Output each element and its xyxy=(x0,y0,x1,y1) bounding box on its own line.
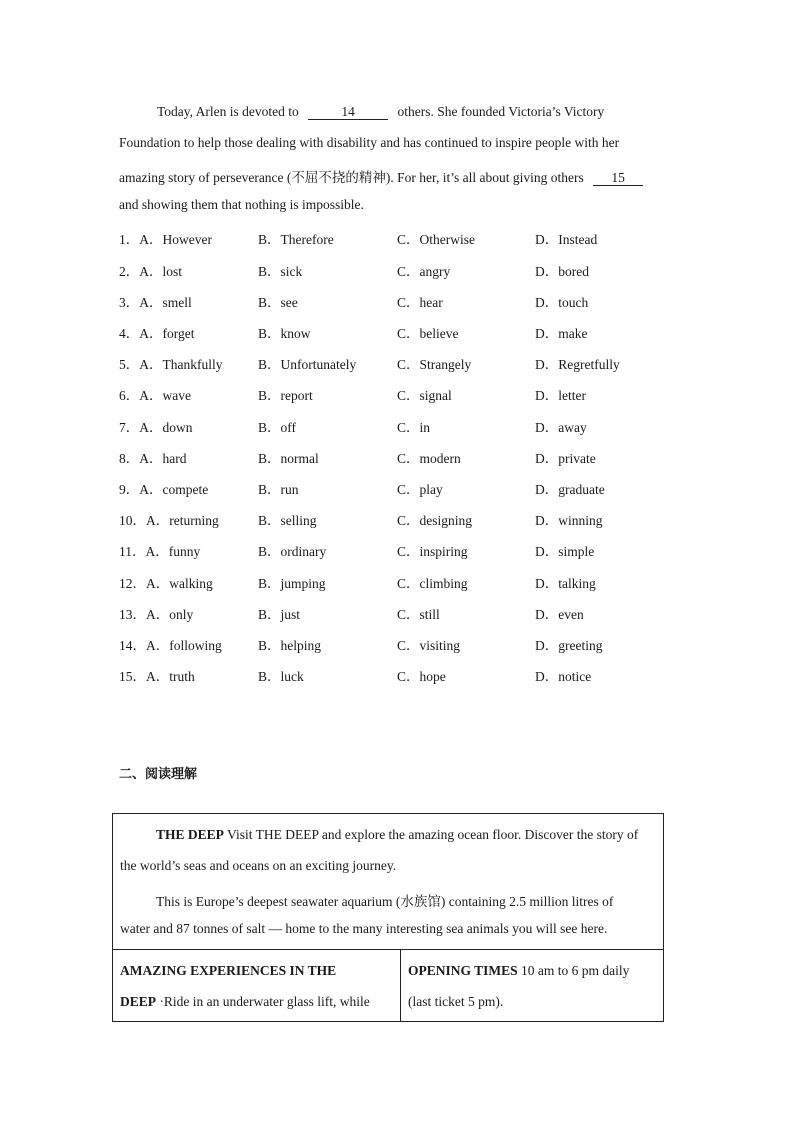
option-d[interactable]: D．Regretfully xyxy=(535,357,620,372)
option-b[interactable]: B．jumping xyxy=(258,576,326,591)
option-c[interactable]: C．designing xyxy=(397,513,473,528)
option-d[interactable]: D．even xyxy=(535,607,584,622)
option-d[interactable]: D．Instead xyxy=(535,232,598,247)
option-b[interactable]: B．Therefore xyxy=(258,232,334,247)
question-row xyxy=(119,447,675,467)
option-c[interactable]: C．modern xyxy=(397,451,461,466)
option-d[interactable]: D．simple xyxy=(535,544,595,559)
question-row xyxy=(119,384,675,404)
question-row xyxy=(119,509,675,529)
section-title: 二、阅读理解 xyxy=(119,767,198,782)
opening-heading: OPENING TIMES xyxy=(408,963,518,978)
option-d[interactable]: D．away xyxy=(535,420,587,435)
option-b[interactable]: B．know xyxy=(258,326,311,341)
option-a[interactable]: 3．A．smell xyxy=(119,295,192,310)
option-b[interactable]: B．see xyxy=(258,295,298,310)
option-c[interactable]: C．believe xyxy=(397,326,459,341)
option-d[interactable]: D．private xyxy=(535,451,596,466)
option-b[interactable]: B．run xyxy=(258,482,299,497)
option-b[interactable]: B．Unfortunately xyxy=(258,357,357,372)
table-experiences-cell xyxy=(113,950,401,1021)
blank-15: 15 xyxy=(593,171,643,186)
option-b[interactable]: B．just xyxy=(258,607,301,622)
option-a[interactable]: 1．A．However xyxy=(119,232,212,247)
option-a[interactable]: 15．A．truth xyxy=(119,669,195,684)
passage-text: amazing story of perseverance (不屈不挠的精神). For her, it’s all about giving others xyxy=(119,170,584,185)
option-b[interactable]: B．normal xyxy=(258,451,319,466)
option-c[interactable]: C．hope xyxy=(397,669,446,684)
option-b[interactable]: B．sick xyxy=(258,264,303,279)
question-row xyxy=(119,572,675,592)
intro-line-3: This is Europe’s deepest seawater aquarium (水族馆) containing 2.5 million litres of xyxy=(156,894,614,909)
question-row xyxy=(119,416,675,436)
option-a[interactable]: 7．A．down xyxy=(119,420,193,435)
passage-line-3 xyxy=(119,166,675,186)
option-a[interactable]: 13．A．only xyxy=(119,607,194,622)
option-a[interactable]: 5．A．Thankfully xyxy=(119,357,223,372)
opening-line-1 xyxy=(408,963,629,979)
blank-14: 14 xyxy=(308,105,388,120)
option-c[interactable]: C．Otherwise xyxy=(397,232,475,247)
passage-line-4: and showing them that nothing is impossible. xyxy=(119,197,364,212)
option-d[interactable]: D．bored xyxy=(535,264,589,279)
option-a[interactable]: 6．A．wave xyxy=(119,388,191,403)
question-row xyxy=(119,634,675,654)
experiences-heading xyxy=(120,963,336,979)
reading-table xyxy=(112,813,664,1022)
option-d[interactable]: D．talking xyxy=(535,576,596,591)
intro-line-1 xyxy=(156,827,638,843)
option-c[interactable]: C．inspiring xyxy=(397,544,468,559)
reading-heading: THE DEEP xyxy=(156,827,224,842)
experiences-heading-text: AMAZING EXPERIENCES IN THE xyxy=(120,963,337,978)
passage-text: Today, Arlen is devoted to xyxy=(157,104,299,119)
experiences-heading-text-2: DEEP xyxy=(120,994,157,1009)
question-row xyxy=(119,665,675,685)
experiences-line-2 xyxy=(120,994,370,1010)
option-a[interactable]: 14．A．following xyxy=(119,638,222,653)
passage-line-1 xyxy=(157,104,713,120)
question-row xyxy=(119,478,675,498)
option-a[interactable]: 10．A．returning xyxy=(119,513,219,528)
passage-line-2: Foundation to help those dealing with disability and has continued to inspire people with her xyxy=(119,135,620,150)
option-d[interactable]: D．graduate xyxy=(535,482,605,497)
option-d[interactable]: D．letter xyxy=(535,388,586,403)
option-b[interactable]: B．off xyxy=(258,420,297,435)
option-b[interactable]: B．helping xyxy=(258,638,321,653)
option-c[interactable]: C．Strangely xyxy=(397,357,472,372)
option-a[interactable]: 4．A．forget xyxy=(119,326,195,341)
intro-line-2: the world’s seas and oceans on an exciting journey. xyxy=(120,858,397,873)
option-c[interactable]: C．signal xyxy=(397,388,452,403)
option-d[interactable]: D．winning xyxy=(535,513,603,528)
option-c[interactable]: C．play xyxy=(397,482,443,497)
option-b[interactable]: B．selling xyxy=(258,513,317,528)
question-row xyxy=(119,291,675,311)
option-c[interactable]: C．in xyxy=(397,420,431,435)
table-intro-cell xyxy=(113,814,663,950)
question-row xyxy=(119,540,675,560)
question-row xyxy=(119,603,675,623)
option-b[interactable]: B．ordinary xyxy=(258,544,327,559)
opening-line-2: (last ticket 5 pm). xyxy=(408,994,504,1009)
option-c[interactable]: C．visiting xyxy=(397,638,461,653)
option-c[interactable]: C．hear xyxy=(397,295,443,310)
opening-text: 10 am to 6 pm daily xyxy=(517,963,630,978)
intro-text: Visit THE DEEP and explore the amazing ocean floor. Discover the story of xyxy=(223,827,639,842)
option-a[interactable]: 11．A．funny xyxy=(119,544,201,559)
option-a[interactable]: 2．A．lost xyxy=(119,264,183,279)
option-a[interactable]: 9．A．compete xyxy=(119,482,209,497)
passage-text: others. She founded Victoria’s Victory xyxy=(397,104,605,119)
option-b[interactable]: B．report xyxy=(258,388,313,403)
intro-line-4: water and 87 tonnes of salt — home to the many interesting sea animals you will see here. xyxy=(120,921,608,936)
option-d[interactable]: D．touch xyxy=(535,295,589,310)
option-b[interactable]: B．luck xyxy=(258,669,304,684)
table-opening-cell xyxy=(401,950,663,1021)
option-d[interactable]: D．notice xyxy=(535,669,592,684)
question-row xyxy=(119,353,675,373)
question-row xyxy=(119,322,675,342)
option-d[interactable]: D．greeting xyxy=(535,638,603,653)
question-row xyxy=(119,228,675,248)
option-c[interactable]: C．climbing xyxy=(397,576,468,591)
option-a[interactable]: 8．A．hard xyxy=(119,451,187,466)
question-row xyxy=(119,260,675,280)
option-c[interactable]: C．still xyxy=(397,607,440,622)
experiences-text: ·Ride in an underwater glass lift, while xyxy=(156,994,370,1009)
option-a[interactable]: 12．A．walking xyxy=(119,576,213,591)
option-d[interactable]: D．make xyxy=(535,326,588,341)
option-c[interactable]: C．angry xyxy=(397,264,451,279)
